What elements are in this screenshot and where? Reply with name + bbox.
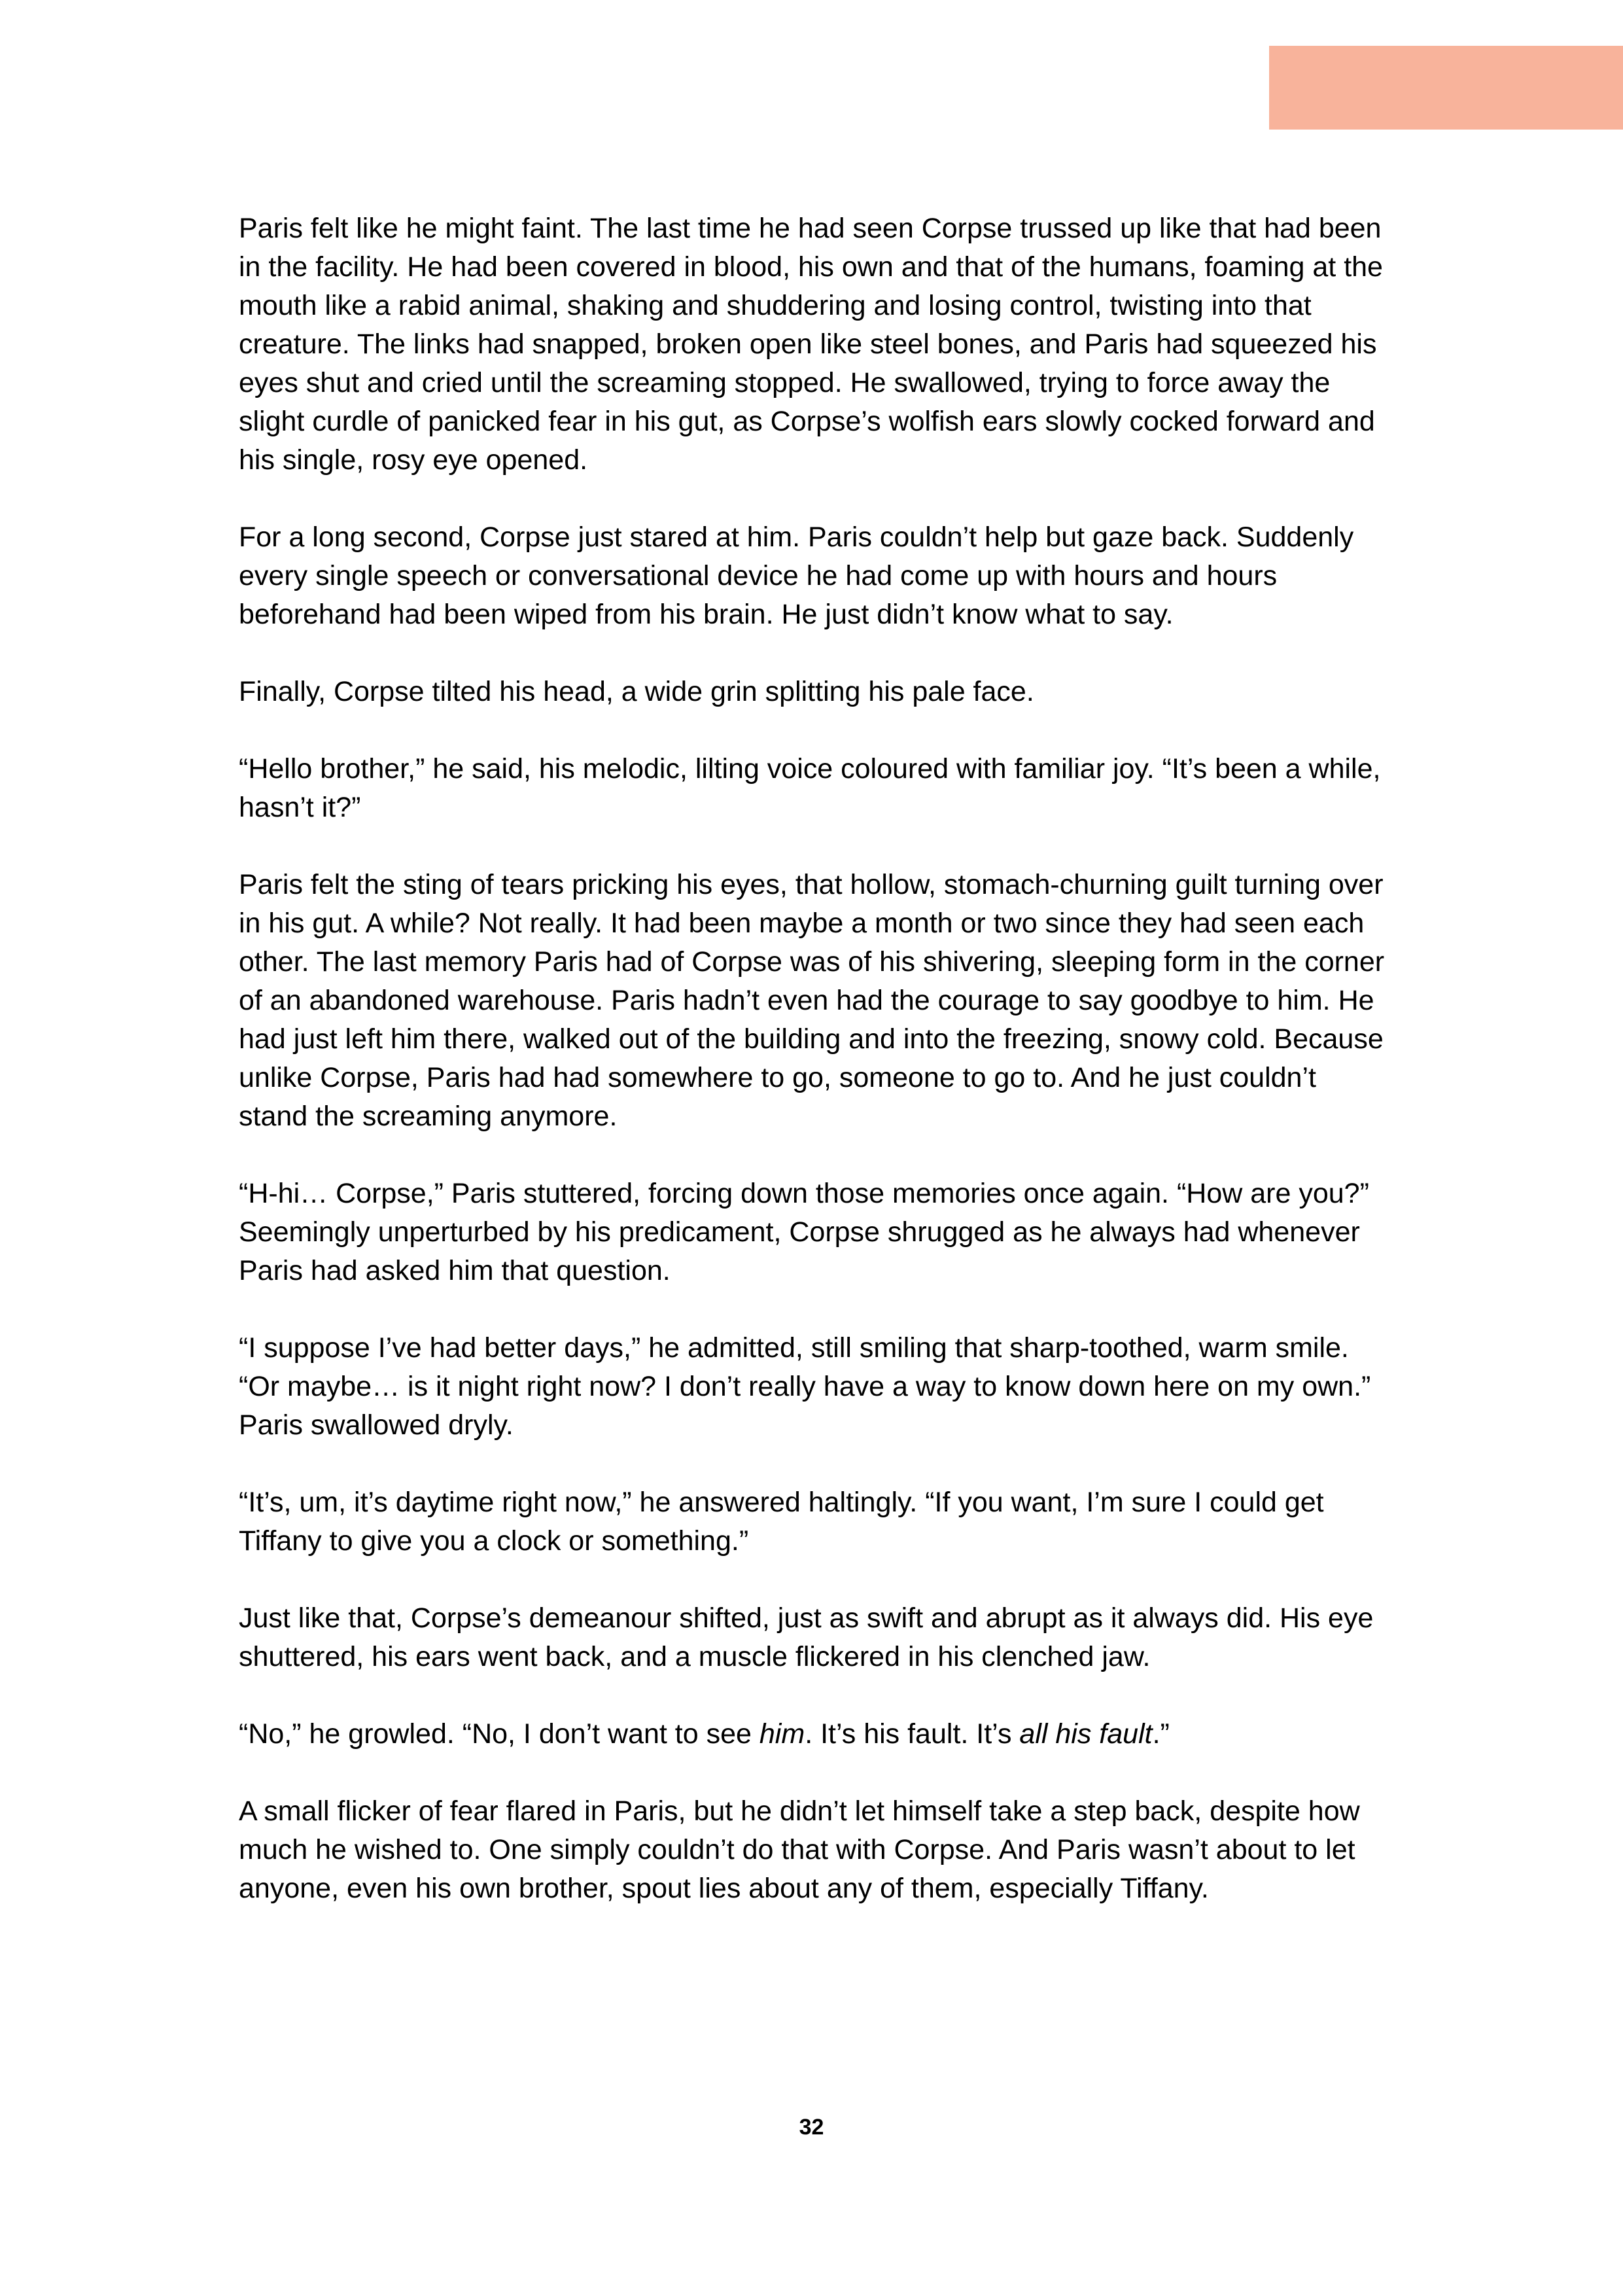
paragraph-gap [239,1561,1390,1599]
paragraph-gap [239,1754,1390,1792]
paragraph-1: Paris felt like he might faint. The last time he had seen Corpse trussed up like that had been in the facility. He had been covered in blood, his own and that of the humans, foaming at the mouth like a rabid animal, shaking and shuddering and losing control, twisting into that creature. The links had snapped, broken open like steel bones, and Paris had squeezed his eyes shut and cried until the screaming stopped. He swallowed, trying to force away the slight curdle of panicked fear in his gut, as Corpse’s wolfish ears slowly cocked forward and his single, rosy eye opened. [239,213,1383,476]
paragraph-gap [239,634,1390,673]
paragraph-12-text-1: “No,” he growled. “No, I don’t want to see [239,1718,759,1750]
paragraph-gap [239,827,1390,866]
paragraph-gap [239,480,1390,518]
paragraph-gap [239,711,1390,750]
paragraph-9: Paris swallowed dryly. [239,1409,514,1441]
paragraph-12-text-2: . It’s his fault. It’s [805,1718,1020,1750]
paragraph-8: “I suppose I’ve had better days,” he admitted, still smiling that sharp-toothed, warm smile. “Or maybe… is it night right now? I don’t really have a way to know down here on my own.” [239,1332,1371,1402]
paragraph-6: “H-hi… Corpse,” Paris stuttered, forcing down those memories once again. “How are you?” [239,1178,1369,1209]
paragraph-12 [239,1715,1390,1754]
paragraph-gap [239,1136,1390,1174]
paragraph-2: For a long second, Corpse just stared at him. Paris couldn’t help but gaze back. Suddenly every single speech or conversational device he had come up with hours and hours beforehand had been wiped from his brain. He just didn’t know what to say. [239,521,1354,630]
paragraph-gap [239,1445,1390,1483]
paragraph-gap [239,1676,1390,1715]
paragraph-12-text-3: .” [1152,1718,1170,1750]
paragraph-12-emphasis-2: all his fault [1019,1718,1153,1750]
paragraph-gap [239,1290,1390,1329]
page-number: 32 [799,2115,824,2140]
paragraph-11: Just like that, Corpse’s demeanour shifted, just as swift and abrupt as it always did. His eye shuttered, his ears went back, and a muscle flickered in his clenched jaw. [239,1602,1374,1672]
paragraph-5: Paris felt the sting of tears pricking his eyes, that hollow, stomach-churning guilt turning over in his gut. A while? Not really. It had been maybe a month or two since they had seen each other. The last memory Paris had of Corpse was of his shivering, sleeping form in the corner of an abandoned warehouse. Paris hadn’t even had the courage to say goodbye to him. He had just left him there, walked out of the building and into the freezing, snowy cold. Because unlike Corpse, Paris had had somewhere to go, someone to go to. And he just couldn’t stand the screaming anymore. [239,869,1385,1132]
paragraph-7: Seemingly unperturbed by his predicament, Corpse shrugged as he always had whenever Paris had asked him that question. [239,1216,1360,1286]
paragraph-12-emphasis-1: him [759,1718,805,1750]
paragraph-13: A small flicker of fear flared in Paris, but he didn’t let himself take a step back, despite how much he wished to. One simply couldn’t do that with Corpse. And Paris wasn’t about to let anyone, even his own brother, spout lies about any of them, especially Tiffany. [239,1795,1360,1904]
paragraph-4: “Hello brother,” he said, his melodic, lilting voice coloured with familiar joy. “It’s been a while, hasn’t it?” [239,753,1381,823]
paragraph-3: Finally, Corpse tilted his head, a wide grin splitting his pale face. [239,676,1034,707]
paragraph-10: “It’s, um, it’s daytime right now,” he answered haltingly. “If you want, I’m sure I could get Tiffany to give you a clock or something.” [239,1487,1324,1557]
corner-accent-tab [1269,46,1623,130]
page-body [239,209,1390,1908]
